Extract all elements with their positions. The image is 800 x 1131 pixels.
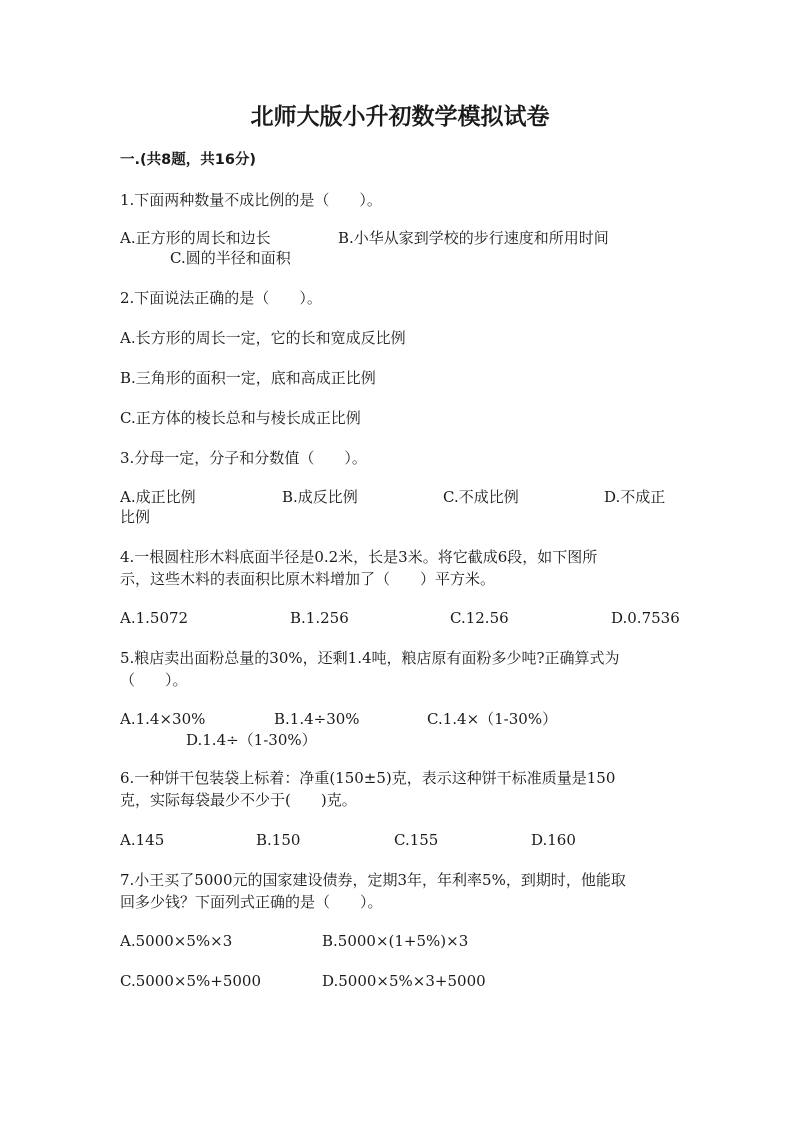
question-6-option-a: A.145 — [120, 831, 165, 849]
question-6-option-b: B.150 — [256, 831, 301, 849]
question-3-option-b: B.成反比例 — [282, 488, 358, 506]
question-3-option-c: C.不成比例 — [443, 488, 519, 506]
question-3-option-d-continued: 比例 — [120, 508, 151, 526]
question-2-option-b: B.三角形的面积一定，底和高成正比例 — [120, 369, 376, 387]
question-3-option-a: A.成正比例 — [120, 488, 196, 506]
question-1-option-c: C.圆的半径和面积 — [170, 249, 291, 267]
question-5-option-c: C.1.4×（1-30%） — [427, 710, 558, 728]
question-4-stem-line-2: 示，这些木料的表面积比原木料增加了（ ）平方米。 — [120, 570, 496, 588]
question-2-option-c: C.正方体的棱长总和与棱长成正比例 — [120, 409, 361, 427]
question-7-option-a: A.5000×5%×3 — [120, 932, 233, 950]
question-7-stem-line-2: 回多少钱？下面列式正确的是（ ）。 — [120, 893, 383, 911]
question-5-option-b: B.1.4÷30% — [274, 710, 360, 728]
question-6-option-d: D.160 — [531, 831, 576, 849]
page-title: 北师大版小升初数学模拟试卷 — [250, 104, 550, 130]
question-4-option-a: A.1.5072 — [120, 609, 189, 627]
question-7-option-b: B.5000×(1+5%)×3 — [322, 932, 469, 950]
question-1-option-a: A.正方形的周长和边长 — [120, 229, 271, 247]
question-6-option-c: C.155 — [394, 831, 439, 849]
question-4-stem-line-1: 4.一根圆柱形木料底面半径是0.2米，长是3米。将它截成6段，如下图所 — [120, 548, 598, 566]
question-2-option-a: A.长方形的周长一定，它的长和宽成反比例 — [120, 329, 406, 347]
question-4-option-c: C.12.56 — [450, 609, 509, 627]
question-7-option-d: D.5000×5%×3+5000 — [322, 972, 486, 990]
question-5-option-a: A.1.4×30% — [120, 710, 206, 728]
question-1-stem: 1.下面两种数量不成比例的是（ ）。 — [120, 191, 382, 209]
question-4-option-b: B.1.256 — [290, 609, 349, 627]
question-3-option-d: D.不成正 — [604, 488, 666, 506]
question-4-option-d: D.0.7536 — [611, 609, 680, 627]
question-1-option-b: B.小华从家到学校的步行速度和所用时间 — [338, 229, 609, 247]
question-6-stem-line-2: 克，实际每袋最少不少于( )克。 — [120, 791, 357, 809]
section-heading: 一.(共8题，共16分) — [120, 152, 257, 168]
question-6-stem-line-1: 6.一种饼干包装袋上标着：净重(150±5)克，表示这种饼干标准质量是150 — [120, 769, 616, 787]
question-5-stem-line-1: 5.粮店卖出面粉总量的30%，还剩1.4吨，粮店原有面粉多少吨?正确算式为 — [120, 649, 620, 667]
question-5-option-d: D.1.4÷（1-30%） — [186, 731, 317, 749]
question-7-stem-line-1: 7.小王买了5000元的国家建设债券，定期3年，年利率5%，到期时，他能取 — [120, 871, 626, 889]
question-3-stem: 3.分母一定，分子和分数值（ ）。 — [120, 449, 367, 467]
question-5-stem-line-2: （ ）。 — [120, 671, 188, 689]
question-2-stem: 2.下面说法正确的是（ ）。 — [120, 289, 322, 307]
question-7-option-c: C.5000×5%+5000 — [120, 972, 261, 990]
